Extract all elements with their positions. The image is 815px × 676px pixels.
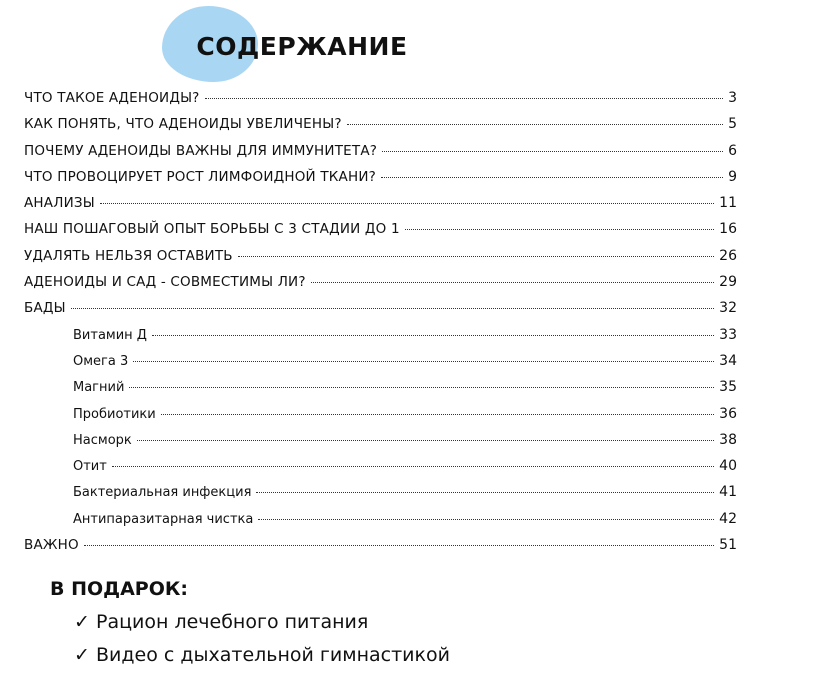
toc-entry[interactable] — [24, 458, 737, 484]
toc-entry[interactable] — [24, 143, 737, 169]
toc-entry[interactable] — [24, 432, 737, 458]
toc-entry-label: ВАЖНО — [24, 537, 79, 554]
toc-entry-label: НАШ ПОШАГОВЫЙ ОПЫТ БОРЬБЫ С 3 СТАДИИ ДО 1 — [24, 221, 400, 238]
toc-entry-page-number: 35 — [719, 379, 737, 396]
toc-entry[interactable] — [24, 353, 737, 379]
toc-entry-page-number: 33 — [719, 326, 737, 343]
toc-entry-label: БАДЫ — [24, 300, 66, 317]
toc-entry-page-number: 6 — [728, 142, 737, 159]
page-title — [0, 32, 600, 61]
toc-entry[interactable] — [24, 274, 737, 300]
toc-entry-page-number: 11 — [719, 195, 737, 212]
toc-entry-page-number: 29 — [719, 274, 737, 291]
checkmark-icon: ✓ — [74, 644, 90, 666]
table-of-contents — [24, 90, 737, 563]
dotted-leader — [100, 203, 714, 204]
toc-entry-label: Насморк — [73, 432, 132, 448]
gift-list — [50, 606, 450, 672]
dotted-leader — [152, 335, 714, 336]
gift-item-label: Видео с дыхательной гимнастикой — [96, 644, 450, 666]
toc-entry-label: Антипаразитарная чистка — [73, 511, 254, 527]
dotted-leader — [238, 256, 714, 257]
toc-entry-label: УДАЛЯТЬ НЕЛЬЗЯ ОСТАВИТЬ — [24, 247, 233, 264]
dotted-leader — [71, 308, 714, 309]
toc-entry[interactable] — [24, 406, 737, 432]
dotted-leader — [381, 177, 723, 178]
toc-entry[interactable] — [24, 195, 737, 221]
toc-entry-label: ЧТО ТАКОЕ АДЕНОИДЫ? — [24, 90, 200, 106]
dotted-leader — [129, 387, 714, 388]
toc-entry[interactable] — [24, 379, 737, 405]
dotted-leader — [205, 98, 724, 99]
toc-entry[interactable] — [24, 221, 737, 247]
dotted-leader — [112, 466, 714, 467]
toc-entry-label: Витамин Д — [73, 327, 147, 343]
toc-entry-page-number: 26 — [719, 247, 737, 264]
gift-item-label: Рацион лечебного питания — [96, 611, 369, 633]
toc-entry-page-number: 38 — [719, 431, 737, 448]
toc-entry-label: АДЕНОИДЫ И САД - СОВМЕСТИМЫ ЛИ? — [24, 274, 306, 291]
toc-entry-label: КАК ПОНЯТЬ, ЧТО АДЕНОИДЫ УВЕЛИЧЕНЫ? — [24, 116, 342, 133]
toc-entry[interactable] — [24, 327, 737, 353]
toc-entry-label: Бактериальная инфекция — [73, 485, 252, 501]
dotted-leader — [256, 492, 714, 493]
toc-entry[interactable] — [24, 511, 737, 537]
checkmark-icon: ✓ — [74, 611, 90, 633]
toc-entry-label: Отит — [73, 459, 107, 475]
toc-entry-page-number: 5 — [728, 116, 737, 133]
toc-entry-label: Омега 3 — [73, 353, 129, 369]
toc-entry-label: ПОЧЕМУ АДЕНОИДЫ ВАЖНЫ ДЛЯ ИММУНИТЕТА? — [24, 142, 378, 159]
dotted-leader — [347, 124, 723, 125]
toc-entry-page-number: 34 — [719, 352, 737, 369]
dotted-leader — [84, 545, 714, 546]
gift-item — [74, 606, 450, 639]
toc-entry-label: ЧТО ПРОВОЦИРУЕТ РОСТ ЛИМФОИДНОЙ ТКАНИ? — [24, 168, 377, 185]
dotted-leader — [382, 151, 723, 152]
dotted-leader — [311, 282, 714, 283]
dotted-leader — [133, 361, 714, 362]
toc-entry-page-number: 32 — [719, 300, 737, 317]
page-title-text: СОДЕРЖАНИЕ — [196, 32, 408, 61]
gift-item — [74, 639, 450, 672]
toc-entry-page-number: 41 — [719, 484, 737, 501]
toc-entry-label: Пробиотики — [73, 406, 156, 422]
toc-entry[interactable] — [24, 169, 737, 195]
dotted-leader — [137, 440, 714, 441]
toc-entry[interactable] — [24, 300, 737, 326]
toc-entry-page-number: 40 — [719, 458, 737, 475]
toc-entry[interactable] — [24, 116, 737, 142]
gift-section — [50, 578, 450, 672]
toc-entry-page-number: 16 — [719, 221, 737, 238]
dotted-leader — [258, 519, 714, 520]
dotted-leader — [161, 414, 714, 415]
toc-entry-page-number: 3 — [728, 90, 737, 106]
toc-entry-page-number: 36 — [719, 405, 737, 422]
toc-entry-label: Магний — [73, 380, 125, 396]
gift-heading: В ПОДАРОК: — [50, 578, 188, 600]
toc-entry-label: АНАЛИЗЫ — [24, 195, 95, 212]
toc-entry-page-number: 42 — [719, 510, 737, 527]
toc-entry-page-number: 9 — [728, 168, 737, 185]
toc-entry-page-number: 51 — [719, 537, 737, 554]
toc-entry[interactable] — [24, 537, 737, 563]
toc-entry[interactable] — [24, 484, 737, 510]
dotted-leader — [405, 229, 714, 230]
toc-entry[interactable] — [24, 248, 737, 274]
toc-entry[interactable] — [24, 90, 737, 116]
